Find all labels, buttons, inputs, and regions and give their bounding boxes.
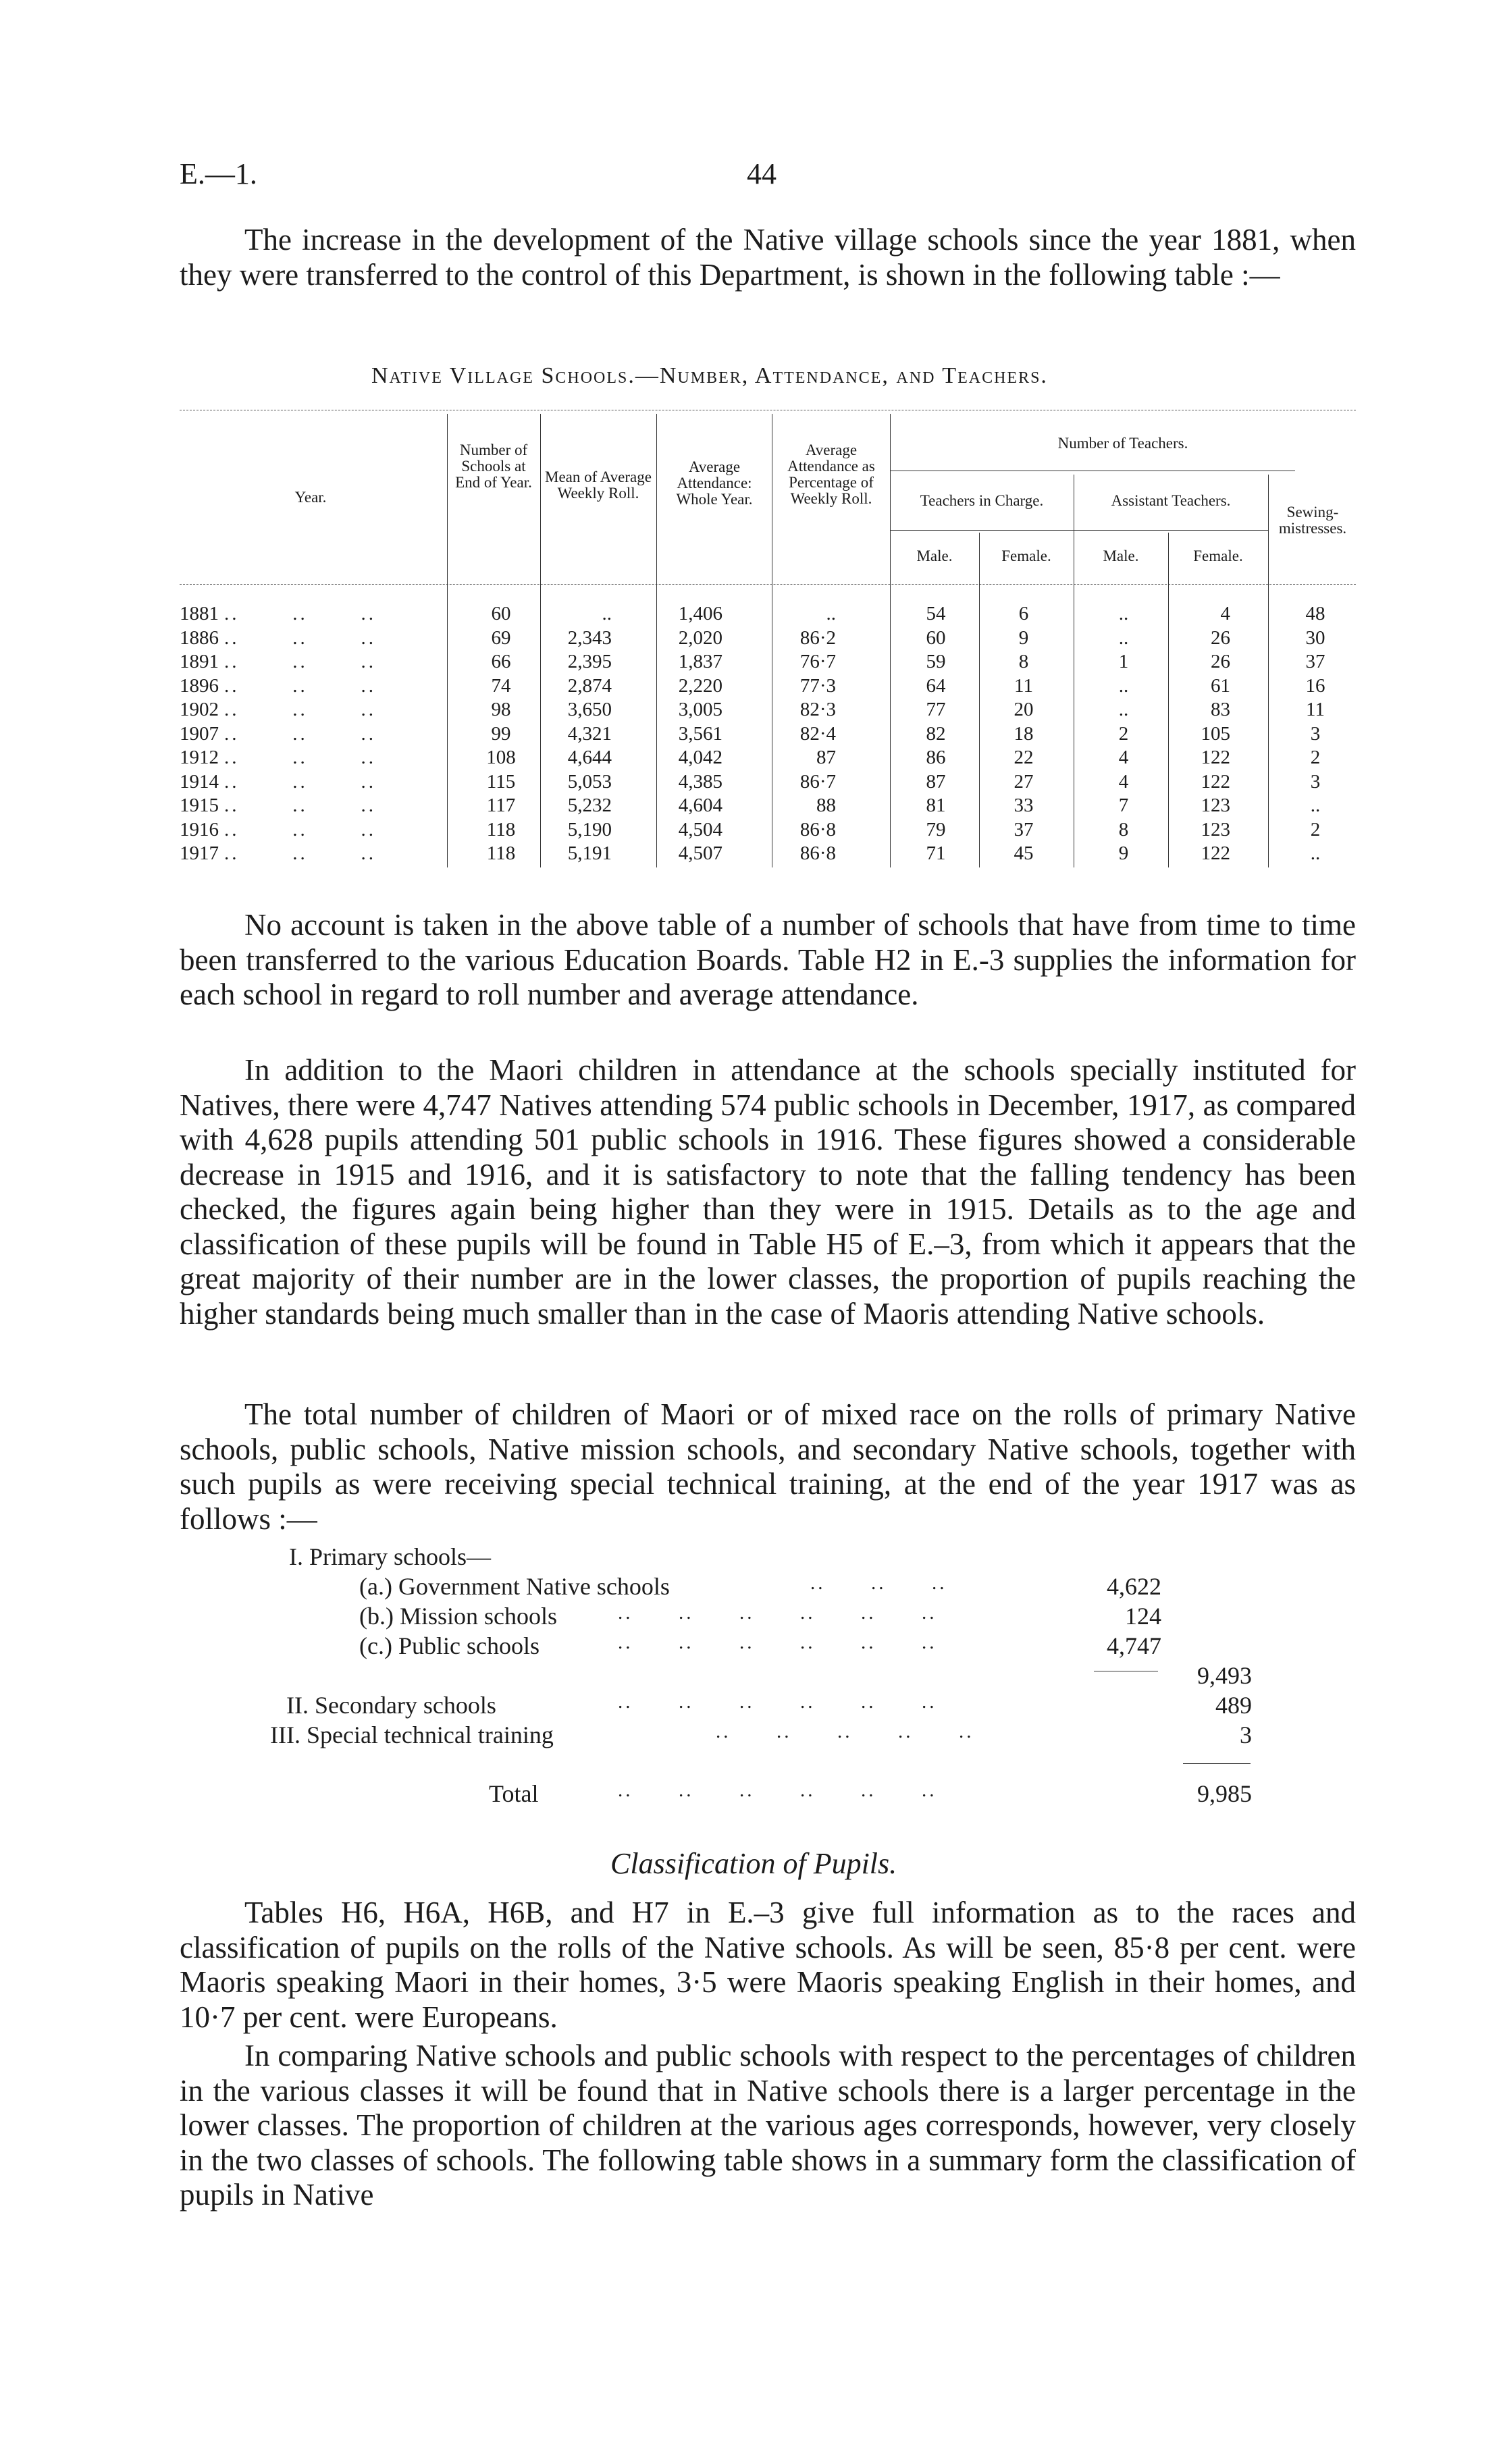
- cell-sew: ..: [1310, 795, 1321, 816]
- row-year: 1916: [180, 818, 219, 840]
- row-year: 1917: [180, 842, 219, 864]
- cell-schools: 115: [486, 770, 516, 793]
- cell-roll: 5,053: [567, 770, 612, 793]
- row-year: 1896: [180, 674, 219, 697]
- leader-dots: .. .. ..: [224, 795, 376, 816]
- cell-att: 1,837: [678, 651, 722, 672]
- cell-cf: 33: [1014, 795, 1034, 816]
- cell-af: 26: [1211, 626, 1230, 649]
- primary-total-value: 9,493: [1197, 1662, 1252, 1689]
- cell-sew: 2: [1310, 747, 1321, 768]
- cell-af: 122: [1201, 770, 1230, 793]
- cell-att: 4,385: [678, 770, 722, 793]
- cell-schools: 99: [491, 722, 511, 745]
- public-schools-label: (c.) Public schools: [359, 1632, 540, 1659]
- col-rule-9: [1268, 475, 1269, 867]
- row-year: 1902: [180, 699, 219, 720]
- cell-cm: 64: [926, 674, 946, 697]
- header-assistant: Assistant Teachers.: [1111, 492, 1231, 509]
- cell-cf: 18: [1014, 722, 1034, 745]
- cell-am: 1: [1118, 651, 1129, 672]
- col-rule-6: [979, 533, 980, 867]
- cell-roll: 5,191: [567, 842, 612, 864]
- cell-roll: 3,650: [567, 699, 612, 720]
- cell-pct: 86·8: [799, 842, 836, 864]
- cell-pct: 82·4: [799, 722, 836, 745]
- cell-pct: 86·8: [799, 818, 836, 840]
- cell-roll: 2,874: [567, 674, 612, 697]
- cell-sew: 3: [1310, 770, 1321, 793]
- cell-schools: 60: [491, 603, 511, 624]
- header-female-assistant: Female.: [1193, 547, 1243, 564]
- cell-sew: 3: [1310, 722, 1321, 745]
- cell-cf: 11: [1014, 674, 1033, 697]
- cell-cm: 79: [926, 818, 946, 840]
- cell-af: 123: [1201, 795, 1230, 816]
- cell-cm: 81: [926, 795, 946, 816]
- leader-dots: .. .. .. .. .. ..: [618, 1602, 937, 1624]
- leader-dots: .. .. ..: [224, 722, 376, 745]
- cell-roll: 5,232: [567, 795, 612, 816]
- cell-pct: 88: [816, 795, 836, 816]
- intro-paragraph: The increase in the development of the Native village schools since the year 1881, when they were transferred to the control of this Department, is shown in the following table :—: [180, 223, 1356, 292]
- cell-am: 4: [1118, 747, 1129, 768]
- cell-pct: 76·7: [799, 651, 836, 672]
- cell-pct: ..: [826, 603, 836, 624]
- cell-cm: 54: [926, 603, 946, 624]
- cell-cf: 27: [1014, 770, 1034, 793]
- header-female: Female.: [1001, 547, 1051, 564]
- secondary-schools-value: 489: [1215, 1692, 1252, 1719]
- public-schools-value: 4,747: [1107, 1632, 1161, 1659]
- header-avg-attendance: Average Attendance: Whole Year.: [676, 458, 753, 508]
- cell-af: 123: [1201, 818, 1230, 840]
- cell-pct: 86·2: [799, 626, 836, 649]
- table-header-rule: [180, 584, 1356, 585]
- cell-am: 4: [1118, 770, 1129, 793]
- cell-cf: 37: [1014, 818, 1034, 840]
- cell-sew: ..: [1310, 842, 1321, 864]
- cell-schools: 118: [486, 842, 516, 864]
- primary-schools-label: I. Primary schools—: [289, 1543, 491, 1570]
- cell-schools: 98: [491, 699, 511, 720]
- cell-cm: 87: [926, 770, 946, 793]
- cell-am: ..: [1118, 674, 1129, 697]
- cell-pct: 86·7: [799, 770, 836, 793]
- leader-dots: .. .. ..: [224, 699, 376, 720]
- cell-att: 4,604: [678, 795, 722, 816]
- mission-schools-label: (b.) Mission schools: [359, 1603, 558, 1630]
- cell-sew: 48: [1305, 603, 1325, 624]
- header-male-assistant: Male.: [1103, 547, 1139, 564]
- cell-cf: 9: [1018, 626, 1029, 649]
- row-year: 1907: [180, 722, 219, 745]
- cell-roll: 2,395: [567, 651, 612, 672]
- cell-cf: 22: [1014, 747, 1034, 768]
- cell-am: ..: [1118, 626, 1129, 649]
- cell-sew: 37: [1305, 651, 1325, 672]
- cell-pct: 82·3: [799, 699, 836, 720]
- cell-sew: 30: [1305, 626, 1325, 649]
- cell-cm: 71: [926, 842, 946, 864]
- cell-pct: 77·3: [799, 674, 836, 697]
- cell-af: 122: [1201, 842, 1230, 864]
- section-heading: Classification of Pupils.: [610, 1847, 897, 1880]
- cell-af: 26: [1211, 651, 1230, 672]
- leader-dots: .. .. ..: [224, 626, 376, 649]
- leader-dots: .. .. ..: [224, 818, 376, 840]
- cell-sew: 11: [1306, 699, 1325, 720]
- cell-am: 2: [1118, 722, 1129, 745]
- row-year: 1881: [180, 603, 219, 624]
- cell-att: 3,561: [678, 722, 722, 745]
- header-percentage: Average Attendance as Percentage of Weekly Roll.: [787, 441, 875, 507]
- secondary-schools-label: II. Secondary schools: [286, 1692, 496, 1719]
- leader-dots: .. .. .. .. .. ..: [618, 1691, 937, 1713]
- cell-pct: 87: [816, 747, 836, 768]
- cell-att: 2,020: [678, 626, 722, 649]
- header-male: Male.: [916, 547, 953, 564]
- cell-att: 4,042: [678, 747, 722, 768]
- cell-cf: 6: [1018, 603, 1029, 624]
- gender-sub-rule: [890, 530, 1268, 531]
- leader-dots: .. .. .. .. ..: [716, 1721, 974, 1742]
- cell-sew: 2: [1310, 818, 1321, 840]
- document-reference: E.—1.: [180, 157, 257, 190]
- mission-schools-value: 124: [1125, 1603, 1161, 1630]
- cell-af: 105: [1201, 722, 1230, 745]
- cell-schools: 108: [486, 747, 516, 768]
- row-year: 1915: [180, 795, 219, 816]
- total-rule: [1183, 1763, 1251, 1764]
- col-rule-5: [890, 414, 891, 867]
- cell-roll: 4,321: [567, 722, 612, 745]
- cell-cm: 59: [926, 651, 946, 672]
- leader-dots: .. .. ..: [224, 770, 376, 793]
- cell-roll: 5,190: [567, 818, 612, 840]
- government-schools-label: (a.) Government Native schools: [359, 1573, 670, 1600]
- comparison-paragraph: In comparing Native schools and public schools with respect to the percentages of children in the various classes it will be found that in Native schools there is a larger percentage in the lower classes. The proportion of children at the various ages corresponds, however, very closely in the two classes of schools. The following table shows in a summary form the classification of pupils in Native: [180, 2039, 1356, 2212]
- header-schools: Number of Schools at End of Year.: [455, 441, 532, 491]
- cell-am: 8: [1118, 818, 1129, 840]
- total-label: Total: [489, 1780, 539, 1807]
- cell-af: 4: [1220, 603, 1230, 624]
- technical-training-value: 3: [1240, 1721, 1252, 1748]
- cell-roll: 2,343: [567, 626, 612, 649]
- cell-cf: 8: [1018, 651, 1029, 672]
- cell-schools: 69: [491, 626, 511, 649]
- leader-dots: .. .. ..: [224, 651, 376, 672]
- cell-af: 83: [1211, 699, 1230, 720]
- row-year: 1886: [180, 626, 219, 649]
- leader-dots: .. .. ..: [224, 842, 376, 864]
- cell-schools: 66: [491, 651, 511, 672]
- header-in-charge: Teachers in Charge.: [920, 492, 1044, 509]
- government-schools-value: 4,622: [1107, 1573, 1161, 1600]
- cell-schools: 118: [486, 818, 516, 840]
- cell-sew: 16: [1305, 674, 1325, 697]
- note-paragraph: No account is taken in the above table of a number of schools that have from time to time been transferred to the various Education Boards. Table H2 in E.-3 supplies the information for each school in regard to roll number and average attendance.: [180, 908, 1356, 1011]
- total-value: 9,985: [1197, 1780, 1252, 1807]
- cell-cf: 45: [1014, 842, 1034, 864]
- cell-schools: 74: [491, 674, 511, 697]
- header-mean-roll: Mean of Average Weekly Roll.: [545, 468, 652, 502]
- leader-dots: .. .. ..: [810, 1572, 947, 1594]
- leader-dots: .. .. .. .. .. ..: [618, 1779, 937, 1801]
- cell-af: 61: [1211, 674, 1230, 697]
- cell-roll: ..: [602, 603, 612, 624]
- row-year: 1891: [180, 651, 219, 672]
- cell-cm: 86: [926, 747, 946, 768]
- cell-am: ..: [1118, 699, 1129, 720]
- cell-am: 7: [1118, 795, 1129, 816]
- page-number: 44: [747, 157, 777, 190]
- cell-cf: 20: [1014, 699, 1034, 720]
- leader-dots: .. .. ..: [224, 674, 376, 697]
- leader-dots: .. .. ..: [224, 603, 376, 624]
- cell-att: 3,005: [678, 699, 722, 720]
- total-children-paragraph: The total number of children of Maori or of mixed race on the rolls of primary Native schools, public schools, Native mission schools, and secondary Native schools, together with such pupils as were receiving special technical training, at the end of the year 1917 was as follows :—: [180, 1397, 1356, 1536]
- cell-att: 1,406: [678, 603, 722, 624]
- row-year: 1914: [180, 770, 219, 793]
- technical-training-label: III. Special technical training: [270, 1721, 554, 1748]
- col-rule-1: [447, 414, 448, 867]
- table-title: Native Village Schools.—Number, Attendance, and Teachers.: [371, 363, 1048, 388]
- header-sewing: Sewing-mistresses.: [1278, 504, 1347, 537]
- leader-dots: .. .. .. .. .. ..: [618, 1632, 937, 1653]
- cell-cm: 77: [926, 699, 946, 720]
- leader-dots: .. .. ..: [224, 747, 376, 768]
- row-year: 1912: [180, 747, 219, 768]
- cell-cm: 82: [926, 722, 946, 745]
- public-schools-paragraph: In addition to the Maori children in attendance at the schools specially instituted for Natives, there were 4,747 Natives attending 574 public schools in December, 1917, as compared with 4,628 pupils attending 501 public schools in 1916. These figures showed a considerable decrease in 1915 and 1916, and it is satisfactory to note that the falling tendency has been checked, the figures again being higher than they were in 1915. Details as to the age and classification of these pupils will be found in Table H5 of E.–3, from which it appears that the great majority of their number are in the lower classes, the proportion of pupils reaching the higher standards being much smaller than in the case of Maoris attending Native schools.: [180, 1053, 1356, 1331]
- header-teachers: Number of Teachers.: [1057, 435, 1188, 452]
- cell-am: ..: [1118, 603, 1129, 624]
- cell-am: 9: [1118, 842, 1129, 864]
- header-year: Year.: [294, 489, 327, 506]
- cell-cm: 60: [926, 626, 946, 649]
- cell-att: 2,220: [678, 674, 722, 697]
- cell-att: 4,504: [678, 818, 722, 840]
- cell-roll: 4,644: [567, 747, 612, 768]
- cell-af: 122: [1201, 747, 1230, 768]
- cell-schools: 117: [486, 795, 516, 816]
- cell-att: 4,507: [678, 842, 722, 864]
- classification-paragraph: Tables H6, H6A, H6B, and H7 in E.–3 give full information as to the races and classification of pupils on the rolls of the Native schools. As will be seen, 85·8 per cent. were Maoris speaking Maori in their homes, 3·5 were Maoris speaking English in their homes, and 10·7 per cent. were Europeans.: [180, 1896, 1356, 2034]
